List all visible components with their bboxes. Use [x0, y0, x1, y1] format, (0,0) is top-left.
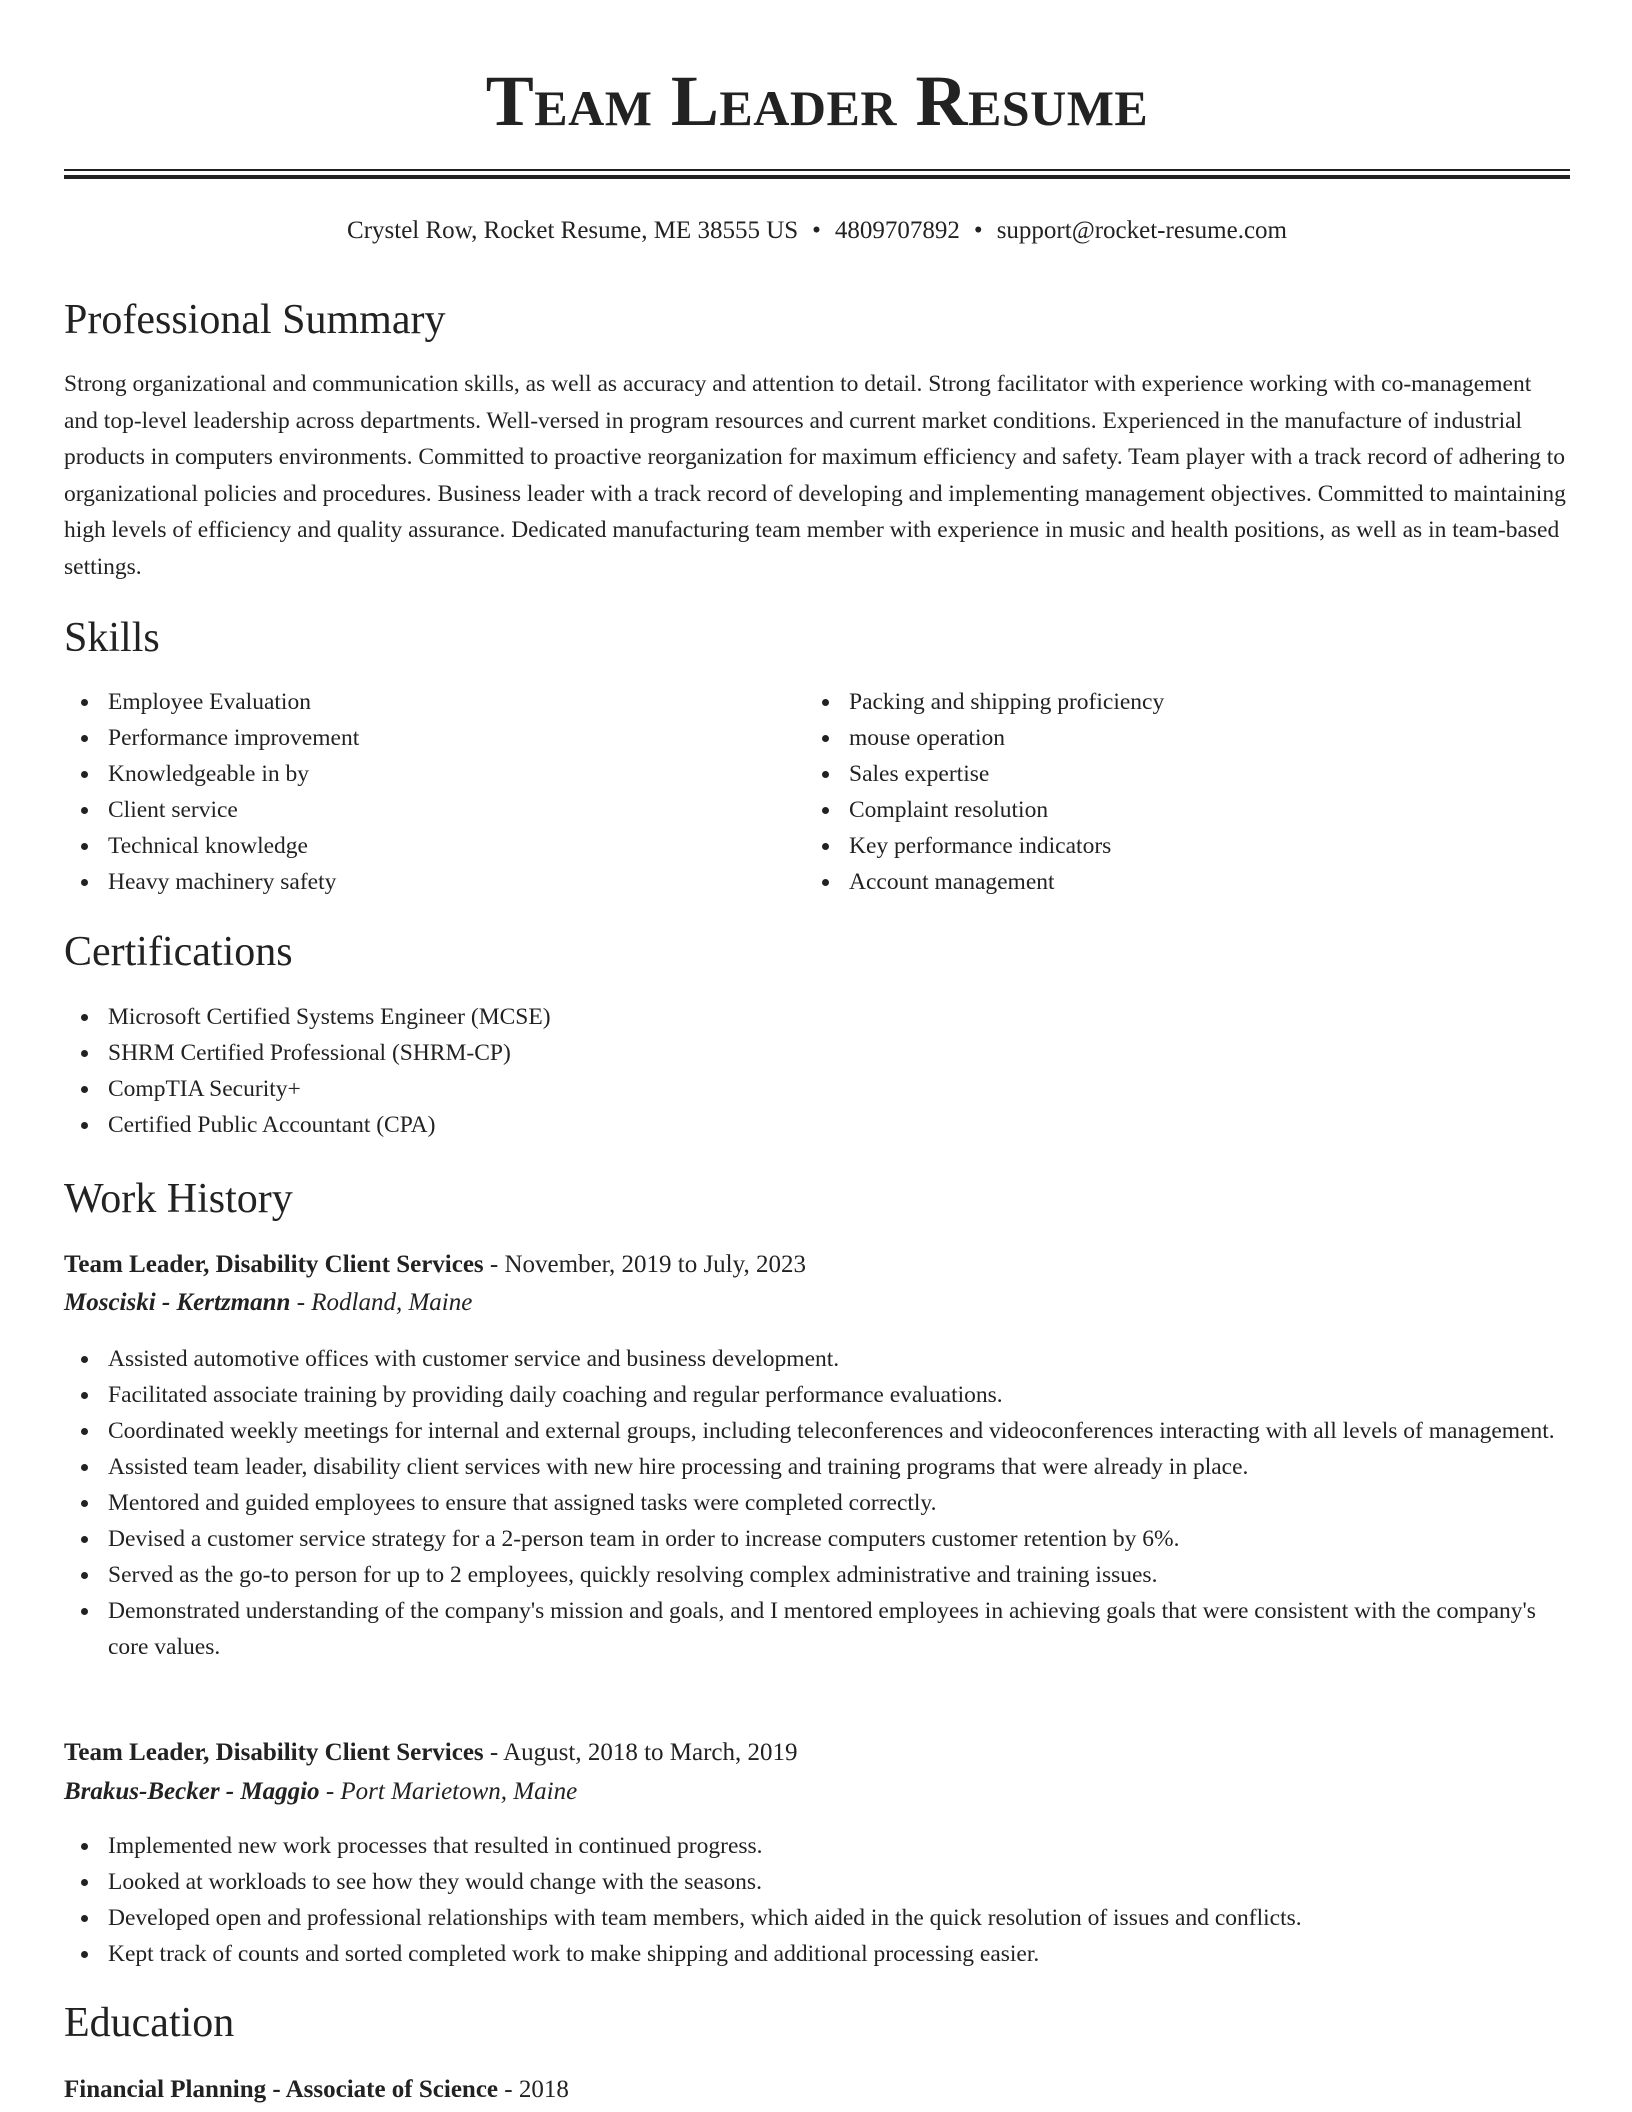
skill-item: Technical knowledge: [64, 828, 804, 864]
skill-item: Sales expertise: [805, 756, 1545, 792]
certification-item: CompTIA Security+: [64, 1071, 1570, 1107]
job-bullet: Looked at workloads to see how they would change with the seasons.: [64, 1864, 1570, 1900]
education-year: - 2018: [498, 2076, 569, 2103]
job-dates: - August, 2018 to March, 2019: [483, 1739, 798, 1766]
title-divider-thin: [64, 169, 1570, 171]
skills-list-left: [64, 684, 804, 900]
skill-item: mouse operation: [805, 720, 1545, 756]
job-bullet: Developed open and professional relationships with team members, which aided in the quick resolution of issues and conflicts.: [64, 1900, 1570, 1936]
resume-title: Team Leader Resume: [485, 61, 1149, 141]
resume-page: [64, 0, 1570, 2103]
skills-list-right: [805, 684, 1545, 900]
skill-item: Client service: [64, 792, 804, 828]
job-bullets: [64, 1341, 1570, 1665]
skill-item: Complaint resolution: [805, 792, 1545, 828]
skill-item: Performance improvement: [64, 720, 804, 756]
job-bullets: [64, 1828, 1570, 1972]
job-bullet: Mentored and guided employees to ensure that assigned tasks were completed correctly.: [64, 1485, 1570, 1521]
title-divider-thick: [64, 175, 1570, 179]
contact-email: support@rocket-resume.com: [996, 217, 1287, 244]
job-employer: [64, 1287, 472, 1319]
skill-item: Account management: [805, 864, 1545, 900]
job-header: [64, 1737, 798, 1769]
job-bullet: Coordinated weekly meetings for internal and external groups, including teleconferences and videoconferences interacting with all levels of management.: [64, 1413, 1570, 1449]
summary-text: Strong organizational and communication skills, as well as accuracy and attention to detail. Strong facilitator with experience working with co-management and top-level leadership across departments. Well-versed in program resources and current market conditions. Experienced in the manufacture of industrial products in computers environments. Committed to proactive reorganization for maximum efficiency and safety. Team player with a track record of adhering to organizational policies and procedures. Business leader with a track record of developing and implementing management objectives. Committed to maintaining high levels of efficiency and quality assurance. Dedicated manufacturing team member with experience in music and health positions, as well as in team-based settings.: [64, 371, 1566, 580]
education-degree: Financial Planning - Associate of Science: [64, 2076, 499, 2103]
contact-line: [64, 215, 1570, 247]
job-bullet: Implemented new work processes that resulted in continued progress.: [64, 1828, 1570, 1864]
contact-address: Crystel Row, Rocket Resume, ME 38555 US: [347, 217, 799, 244]
job-title: Team Leader, Disability Client Services: [64, 1739, 484, 1766]
job-location: - Rodland, Maine: [290, 1289, 473, 1316]
job-dates: - November, 2019 to July, 2023: [483, 1251, 806, 1278]
skill-item: Employee Evaluation: [64, 684, 804, 720]
job-company: Brakus-Becker - Maggio: [64, 1778, 320, 1805]
job-bullet: Demonstrated understanding of the company's mission and goals, and I mentored employees in achieving goals that were consistent with the company's core values.: [64, 1593, 1570, 1665]
skill-item: Packing and shipping proficiency: [805, 684, 1545, 720]
job-employer: [64, 1776, 577, 1808]
skill-item: Key performance indicators: [805, 828, 1545, 864]
job-bullet: Served as the go-to person for up to 2 employees, quickly resolving complex administrative and training issues.: [64, 1557, 1570, 1593]
contact-separator: •: [973, 217, 983, 244]
certification-item: Certified Public Accountant (CPA): [64, 1107, 1570, 1143]
job-header: [64, 1249, 806, 1281]
education-entry: [64, 2074, 569, 2106]
certification-item: SHRM Certified Professional (SHRM-CP): [64, 1035, 1570, 1071]
skills-heading: Skills: [64, 615, 160, 661]
job-location: - Port Marietown, Maine: [319, 1778, 578, 1805]
contact-separator: •: [812, 217, 821, 244]
certifications-heading: Certifications: [64, 929, 293, 975]
contact-phone: 4809707892: [834, 217, 960, 244]
education-heading: Education: [64, 2000, 235, 2046]
certifications-list: [64, 999, 1570, 1143]
job-company: Mosciski - Kertzmann: [64, 1289, 291, 1316]
skill-item: Knowledgeable in by: [64, 756, 804, 792]
job-title: Team Leader, Disability Client Services: [64, 1251, 484, 1278]
certification-item: Microsoft Certified Systems Engineer (MCSE): [64, 999, 1570, 1035]
job-bullet: Assisted automotive offices with customer service and business development.: [64, 1341, 1570, 1377]
summary-heading: Professional Summary: [64, 297, 446, 343]
job-bullet: Facilitated associate training by providing daily coaching and regular performance evaluations.: [64, 1377, 1570, 1413]
job-bullet: Kept track of counts and sorted completed work to make shipping and additional processing easier.: [64, 1936, 1570, 1972]
skill-item: Heavy machinery safety: [64, 864, 804, 900]
job-bullet: Devised a customer service strategy for a 2-person team in order to increase computers customer retention by 6%.: [64, 1521, 1570, 1557]
job-bullet: Assisted team leader, disability client services with new hire processing and training programs that were already in place.: [64, 1449, 1570, 1485]
work-history-heading: Work History: [64, 1176, 293, 1222]
